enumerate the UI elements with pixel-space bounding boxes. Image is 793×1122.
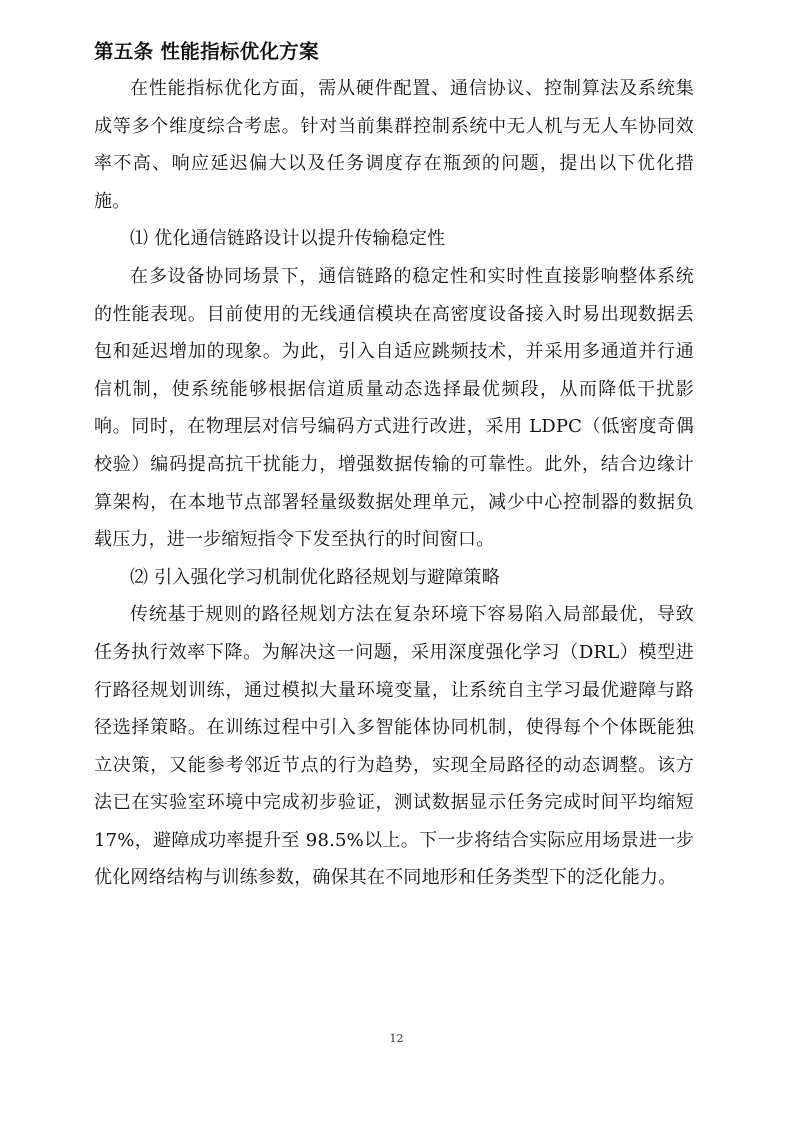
section-2-body: 传统基于规则的路径规划方法在复杂环境下容易陷入局部最优，导致任务执行效率下降。为解决这一问题，采用深度强化学习（DRL）模型进行路径规划训练，通过模拟大量环境变量，让系统自主学习最优避障与路径选择策略。在训练过程中引入多智能体协同机制，使得每个个体既能独立决策，又能参考邻近节点的行为趋势，实现全局路径的动态调整。该方法已在实验室环境中完成初步验证，测试数据显示任务完成时间平均缩短 17%，避障成功率提升至 98.5%以上。下一步将结合实际应用场景进一步优化网络结构与训练参数，确保其在不同地形和任务类型下的泛化能力。 — [94, 604, 694, 889]
section-1-body: 在多设备协同场景下，通信链路的稳定性和实时性直接影响整体系统的性能表现。目前使用的无线通信模块在高密度设备接入时易出现数据丢包和延迟增加的现象。为此，引入自适应跳频技术，并采用多通道并行通信机制，使系统能够根据信道质量动态选择最优频段，从而降低干扰影响。同时，在物理层对信号编码方式进行改进，采用 LDPC（低密度奇偶校验）编码提高抗干扰能力，增强数据传输的可靠性。此外，结合边缘计算架构，在本地节点部署轻量级数据处理单元，减少中心控制器的数据负载压力，进一步缩短指令下发至执行的时间窗口。 — [94, 265, 694, 551]
article-heading: 第五条 性能指标优化方案 — [94, 40, 319, 63]
intro-paragraph: 在性能指标优化方面，需从硬件配置、通信协议、控制算法及系统集成等多个维度综合考虑。针对当前集群控制系统中无人机与无人车协同效率不高、响应延迟偏大以及任务调度存在瓶颈的问题，提出以下优化措施。 — [94, 78, 694, 212]
section-2-title: ⑵ 引入强化学习机制优化路径规划与避障策略 — [130, 566, 500, 588]
page-number: 12 — [389, 1032, 404, 1045]
document-page — [94, 34, 694, 897]
section-1-title: ⑴ 优化通信链路设计以提升传输稳定性 — [130, 228, 446, 250]
